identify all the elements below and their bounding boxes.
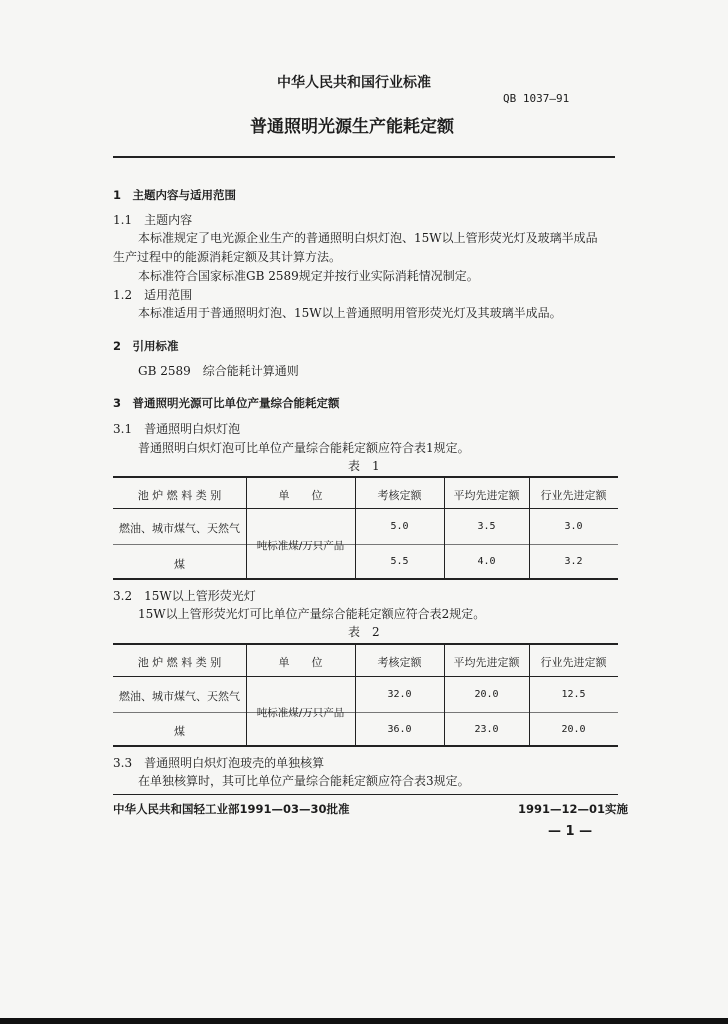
table-cell-value: 20.0 xyxy=(561,724,586,735)
table-cell-value: 32.0 xyxy=(387,689,412,700)
table-cell-value: 3.2 xyxy=(564,556,583,567)
table-cell-value: 23.0 xyxy=(474,724,499,735)
table-rule xyxy=(113,745,618,747)
table-cell-value: 12.5 xyxy=(561,689,586,700)
approval-statement: 中华人民共和国轻工业部1991—03—30批准 xyxy=(113,802,350,816)
section-1-2-line1: 本标准适用于普通照明灯泡、15W以上普通照明用管形荧光灯及其玻璃半成品。 xyxy=(138,306,562,320)
section-1-2-title: 1.2 适用范围 xyxy=(113,288,193,302)
effective-date: 1991—12—01实施 xyxy=(518,802,629,816)
table-header: 考核定额 xyxy=(377,656,422,669)
page-title: 普通照明光源生产能耗定额 xyxy=(250,117,454,137)
table-cell-fuel: 燃油、城市煤气、天然气 xyxy=(119,522,240,535)
table-header: 池 炉 燃 料 类 别 xyxy=(137,489,222,502)
section-3-3-line1: 在单独核算时，其可比单位产量综合能耗定额应符合表3规定。 xyxy=(138,774,470,788)
table-cell-value: 4.0 xyxy=(477,556,496,567)
section-3-1-title: 3.1 普通照明白炽灯泡 xyxy=(113,422,241,436)
table-rule xyxy=(113,508,618,509)
table-cell-unit: 吨标准煤/万只产品 xyxy=(256,540,345,552)
section-1-1-line2: 生产过程中的能源消耗定额及其计算方法。 xyxy=(113,250,342,264)
section-1-1-line3: 本标准符合国家标准GB 2589规定并按行业实际消耗情况制定。 xyxy=(138,269,479,283)
page-number: — 1 — xyxy=(548,824,593,839)
table-rule xyxy=(113,712,618,713)
table-rule xyxy=(113,676,618,677)
table-header: 平均先进定额 xyxy=(453,489,520,502)
table-cell-value: 5.5 xyxy=(390,556,409,567)
table-1-caption: 表 1 xyxy=(348,459,380,473)
table-cell-unit: 吨标准煤/万只产品 xyxy=(256,707,345,719)
scan-edge xyxy=(0,1018,728,1024)
footer-rule xyxy=(113,794,618,795)
table-cell-value: 3.0 xyxy=(564,521,583,532)
standard-code: QB 1037—91 xyxy=(503,92,570,105)
section-2-title: 2 引用标准 xyxy=(113,339,179,353)
table-rule xyxy=(113,578,618,580)
section-3-2-line1: 15W以上管形荧光灯可比单位产量综合能耗定额应符合表2规定。 xyxy=(138,607,486,621)
table-cell-value: 36.0 xyxy=(387,724,412,735)
section-2-reference: GB 2589 综合能耗计算通则 xyxy=(138,364,299,378)
table-rule xyxy=(113,643,618,645)
standard-org: 中华人民共和国行业标准 xyxy=(277,75,431,91)
table-header: 池 炉 燃 料 类 别 xyxy=(137,656,222,669)
table-cell-value: 5.0 xyxy=(390,521,409,532)
table-cell-fuel: 煤 xyxy=(174,725,185,738)
section-3-2-title: 3.2 15W以上管形荧光灯 xyxy=(113,589,256,603)
table-header: 考核定额 xyxy=(377,489,422,502)
table-header: 平均先进定额 xyxy=(453,656,520,669)
table-header: 单 位 xyxy=(278,656,323,669)
table-2-caption: 表 2 xyxy=(348,625,380,639)
section-3-1-line1: 普通照明白炽灯泡可比单位产量综合能耗定额应符合表1规定。 xyxy=(138,441,470,455)
table-cell-value: 20.0 xyxy=(474,689,499,700)
table-cell-fuel: 燃油、城市煤气、天然气 xyxy=(119,690,240,703)
section-3-3-title: 3.3 普通照明白炽灯泡玻壳的单独核算 xyxy=(113,756,325,770)
section-1-1-title: 1.1 主题内容 xyxy=(113,213,193,227)
table-header: 单 位 xyxy=(278,489,323,502)
table-cell-value: 3.5 xyxy=(477,521,496,532)
table-rule xyxy=(113,544,618,545)
table-rule xyxy=(113,476,618,478)
table-cell-fuel: 煤 xyxy=(174,558,185,571)
table-header: 行业先进定额 xyxy=(540,489,607,502)
section-1-title: 1 主题内容与适用范围 xyxy=(113,188,237,202)
table-header: 行业先进定额 xyxy=(540,656,607,669)
title-rule xyxy=(113,156,615,158)
section-1-1-line1: 本标准规定了电光源企业生产的普通照明白炽灯泡、15W以上管形荧光灯及玻璃半成品 xyxy=(138,231,598,245)
section-3-title: 3 普通照明光源可比单位产量综合能耗定额 xyxy=(113,396,340,410)
